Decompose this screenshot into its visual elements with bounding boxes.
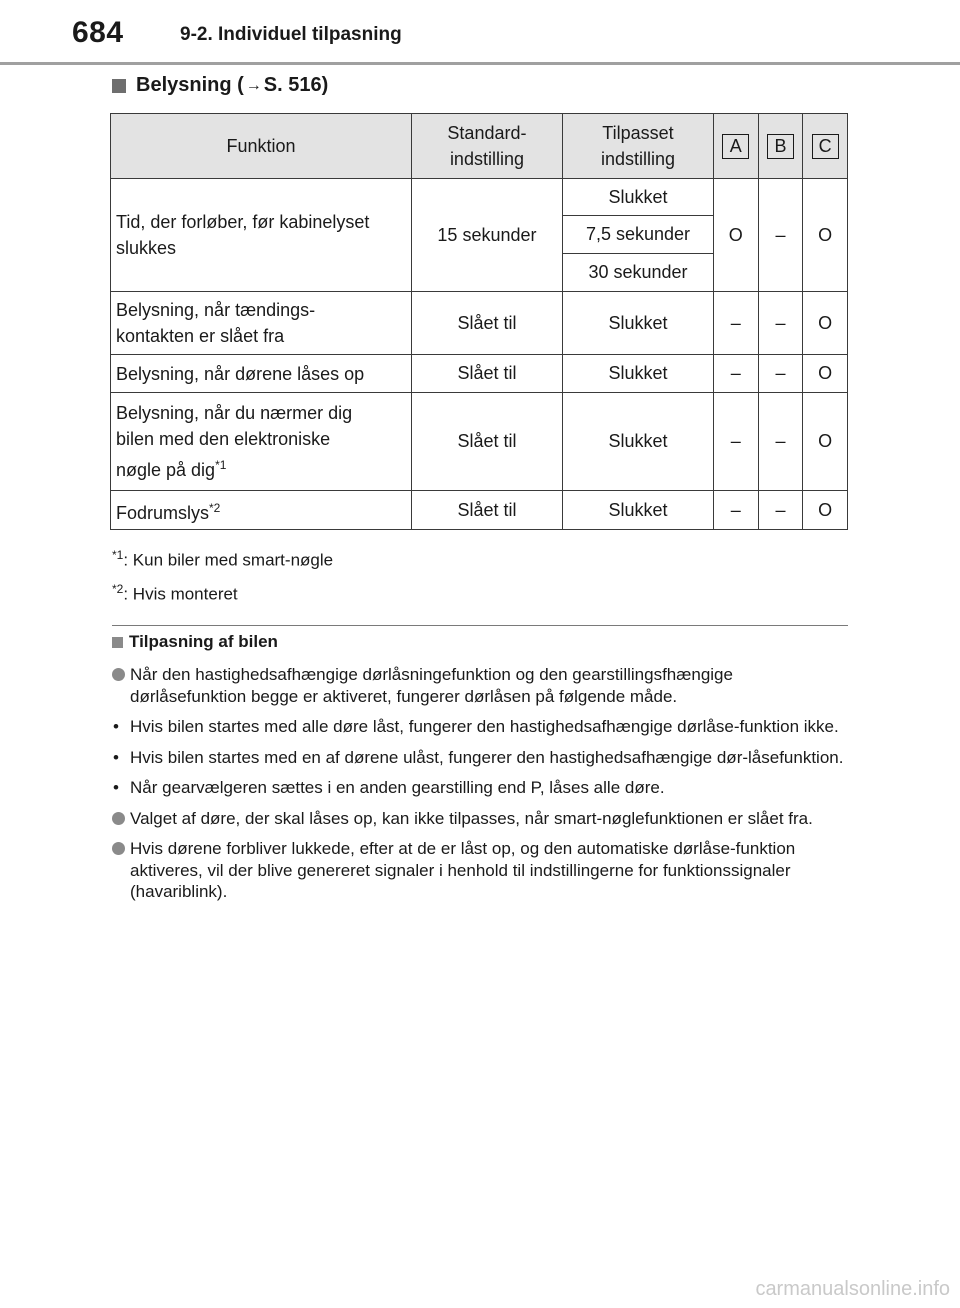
paragraph-3: Hvis dørene forbliver lukkede, efter at de er låst op, og den automatiske dørlåse-funktion aktiveres, vil der blive genereret signaler i henhold til indstillingerne for funktionssignaler (havariblink). (112, 838, 852, 903)
method-a-label: A (722, 134, 749, 159)
section-divider (112, 625, 848, 626)
page-header (0, 0, 960, 64)
row1-custom-option-2: 7,5 sekunder (562, 216, 713, 254)
method-b-label: B (767, 134, 794, 159)
settings-table (110, 113, 848, 530)
row2-b: – (758, 292, 803, 355)
circle-bullet-icon (112, 812, 125, 825)
page-number: 684 (72, 16, 124, 49)
list-item: • Når gearvælgeren sættes i en anden gearstilling end P, låses alle døre. (113, 778, 665, 797)
row2-c: O (803, 292, 848, 355)
row2-standard: Slået til (411, 292, 562, 355)
table-header-row (111, 114, 848, 179)
section-title (112, 74, 328, 97)
row3-c: O (803, 355, 848, 393)
row4-b: – (758, 393, 803, 491)
section-title-prefix: Belysning ( (136, 74, 244, 96)
footnote-2: $^{*2}$: Hvis monteret (112, 582, 238, 604)
method-c-label: C (812, 134, 839, 159)
row2-custom: Slukket (562, 292, 713, 355)
table-row (111, 179, 848, 216)
bullet-dot: • (113, 747, 119, 767)
row4-function: Belysning, når du nærmer dig bilen med den elektroniske nøgle på dig$^{*1}$ (111, 393, 412, 491)
row4-c: O (803, 393, 848, 491)
table-row (111, 491, 848, 530)
footnote-ref-2: *2 (209, 500, 221, 515)
row5-custom: Slukket (562, 491, 713, 530)
row1-a: O (713, 179, 758, 292)
row4-standard: Slået til (411, 393, 562, 491)
row3-a: – (713, 355, 758, 393)
row4-a: – (713, 393, 758, 491)
footnote-ref-1: *1 (215, 458, 227, 472)
arrow-icon: → (245, 76, 262, 94)
header-function: Funktion (111, 114, 412, 179)
row5-c: O (803, 491, 848, 530)
header-rule (0, 62, 960, 65)
header-standard: Standard- indstilling (411, 114, 562, 179)
row1-function: Tid, der forløber, før kabinelyset slukkes (111, 179, 412, 292)
bullet-dot: • (113, 717, 119, 736)
row1-standard: 15 sekunder (411, 179, 562, 292)
list-item: • Hvis bilen startes med alle døre låst, fungerer den hastighedsafhængige dørlåse-funktion ikke. (113, 717, 839, 736)
row1-b: – (758, 179, 803, 292)
chapter-title: 9-2. Individuel tilpasning (180, 24, 402, 45)
bullet-list (112, 716, 852, 799)
bullet-dot: • (113, 778, 119, 797)
row3-function: Belysning, når dørene låses op (111, 355, 412, 393)
square-bullet-icon (112, 637, 123, 648)
table-row (111, 292, 848, 355)
row5-function: Fodrumslys$^{*2}$ (111, 491, 412, 530)
paragraph-2: Valget af døre, der skal låses op, kan ikke tilpasses, når smart-nøglefunktionen er slået fra. (112, 808, 852, 830)
row3-b: – (758, 355, 803, 393)
watermark: carmanualsonline.info (755, 1278, 950, 1300)
table-row (111, 393, 848, 491)
row1-custom-option-3: 30 sekunder (562, 254, 713, 292)
square-bullet-icon (112, 79, 126, 93)
row3-standard: Slået til (411, 355, 562, 393)
row5-a: – (713, 491, 758, 530)
header-custom: Tilpasset indstilling (562, 114, 713, 179)
body-text (112, 664, 852, 912)
header-a (713, 114, 758, 179)
footnote-1: $^{*1}$: Kun biler med smart-nøgle (112, 548, 334, 570)
row1-c: O (803, 179, 848, 292)
subsection-title: Tilpasning af bilen (112, 632, 278, 652)
table-row (111, 355, 848, 393)
row2-a: – (713, 292, 758, 355)
row3-custom: Slukket (562, 355, 713, 393)
list-item: • Hvis bilen startes med en af dørene ulåst, fungerer den hastighedsafhængige dør-låsefunktion. (113, 747, 844, 767)
row1-custom-option-1: Slukket (562, 179, 713, 216)
circle-bullet-icon (112, 668, 125, 681)
row5-standard: Slået til (411, 491, 562, 530)
paragraph-1: Når den hastighedsafhængige dørlåsningefunktion og den gearstillingsfhængige dørlåsefunktion begge er aktiveret, fungerer dørlåsen på følgende måde. (112, 664, 852, 707)
row4-custom: Slukket (562, 393, 713, 491)
row2-function: Belysning, når tændings- kontakten er slået fra (111, 292, 412, 355)
header-b (758, 114, 803, 179)
row5-b: – (758, 491, 803, 530)
circle-bullet-icon (112, 842, 125, 855)
section-page-ref[interactable]: S. 516) (263, 74, 329, 96)
header-c (803, 114, 848, 179)
footnotes (112, 538, 333, 606)
